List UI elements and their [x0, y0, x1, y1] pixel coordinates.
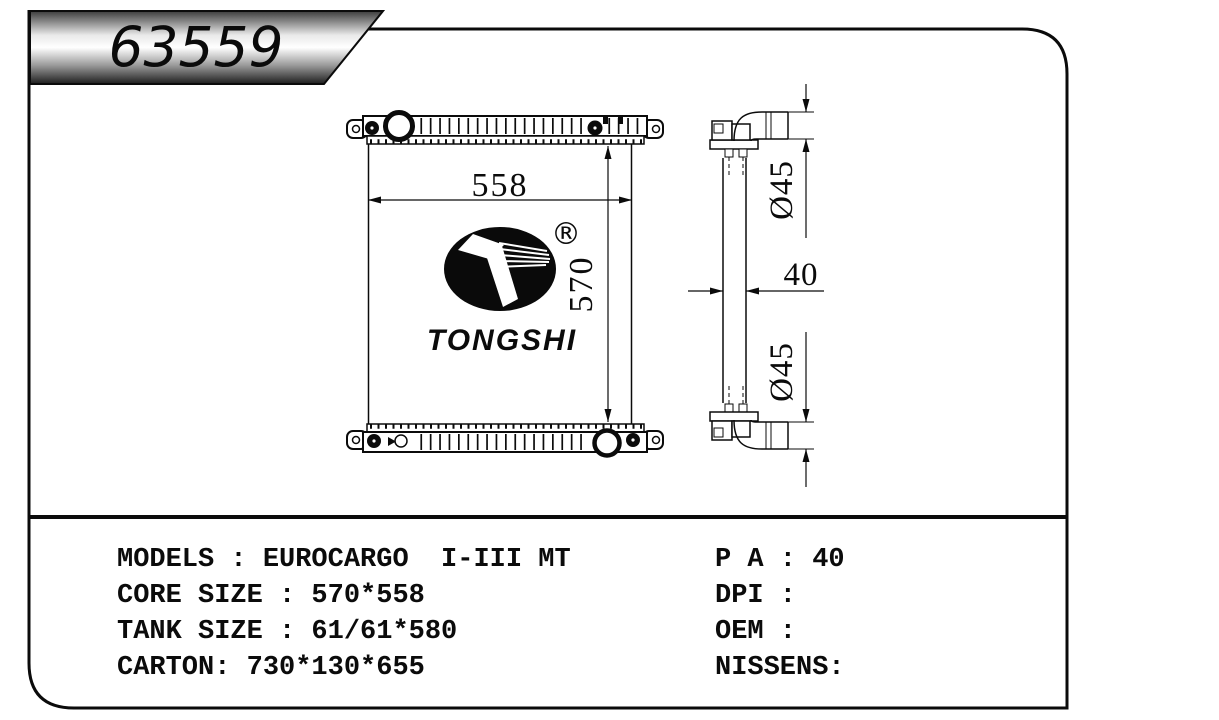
spec-dpi: DPI :	[715, 581, 797, 611]
tongshi-logo	[427, 217, 581, 357]
ear-hole-icon	[653, 437, 660, 444]
arrow-up-icon	[605, 146, 612, 159]
arrow-left-icon	[368, 197, 381, 204]
arrow-up-icon	[803, 139, 810, 152]
clip-icon	[603, 117, 608, 124]
dim-bottom-pipe-dia: Ø45	[764, 342, 800, 402]
tab	[725, 404, 733, 412]
registered-trademark: ®	[551, 217, 581, 252]
part-number: 63559	[108, 15, 284, 79]
spec-oem: OEM :	[715, 617, 797, 647]
arrow-down-icon	[803, 99, 810, 112]
plug-center	[593, 126, 596, 129]
dimension-558	[368, 167, 632, 204]
arrow-right-icon	[619, 197, 632, 204]
logo-wordmark: TONGSHI	[426, 324, 578, 357]
side-top-flange	[710, 140, 758, 149]
dimension-top-pipe-dia	[764, 84, 814, 238]
drain-plug-icon	[395, 435, 407, 447]
dimension-570	[563, 146, 612, 422]
ear-hole-icon	[353, 126, 360, 133]
dim-core-thickness: 40	[783, 257, 819, 293]
bottom-tank	[363, 424, 647, 456]
arrow-up-icon	[803, 449, 810, 462]
spec-nissens: NISSENS:	[715, 653, 845, 683]
dimension-bottom-pipe-dia	[764, 332, 814, 487]
side-bottom-flange	[710, 412, 758, 421]
arrow-left-icon	[746, 288, 759, 295]
dim-core-height: 570	[563, 255, 600, 313]
dimension-40	[688, 257, 824, 295]
part-number-banner	[30, 11, 383, 84]
spec-models: MODELS : EUROCARGO I-III MT	[117, 545, 571, 575]
tab	[739, 149, 747, 157]
outlet-pipe-icon	[595, 431, 620, 456]
plug-center	[372, 439, 375, 442]
arrow-right-icon	[710, 288, 723, 295]
spec-pa: P A : 40	[715, 545, 845, 575]
arrow-down-icon	[803, 409, 810, 422]
dim-core-width: 558	[471, 167, 529, 204]
tab	[725, 149, 733, 157]
filler-cap-icon	[386, 113, 413, 140]
radiator-front-view	[347, 113, 663, 456]
ear-hole-icon	[653, 126, 660, 133]
spec-core-size: CORE SIZE : 570*558	[117, 581, 425, 611]
spec-tank-size: TANK SIZE : 61/61*580	[117, 617, 458, 647]
top-tank	[363, 113, 647, 145]
dim-top-pipe-dia: Ø45	[764, 160, 800, 220]
tab	[739, 404, 747, 412]
clip-icon	[618, 117, 623, 124]
plug-center	[631, 438, 634, 441]
arrow-down-icon	[605, 409, 612, 422]
plug-center	[370, 126, 373, 129]
ear-hole-icon	[353, 437, 360, 444]
spec-table	[117, 545, 845, 683]
spec-carton: CARTON: 730*130*655	[117, 653, 425, 683]
